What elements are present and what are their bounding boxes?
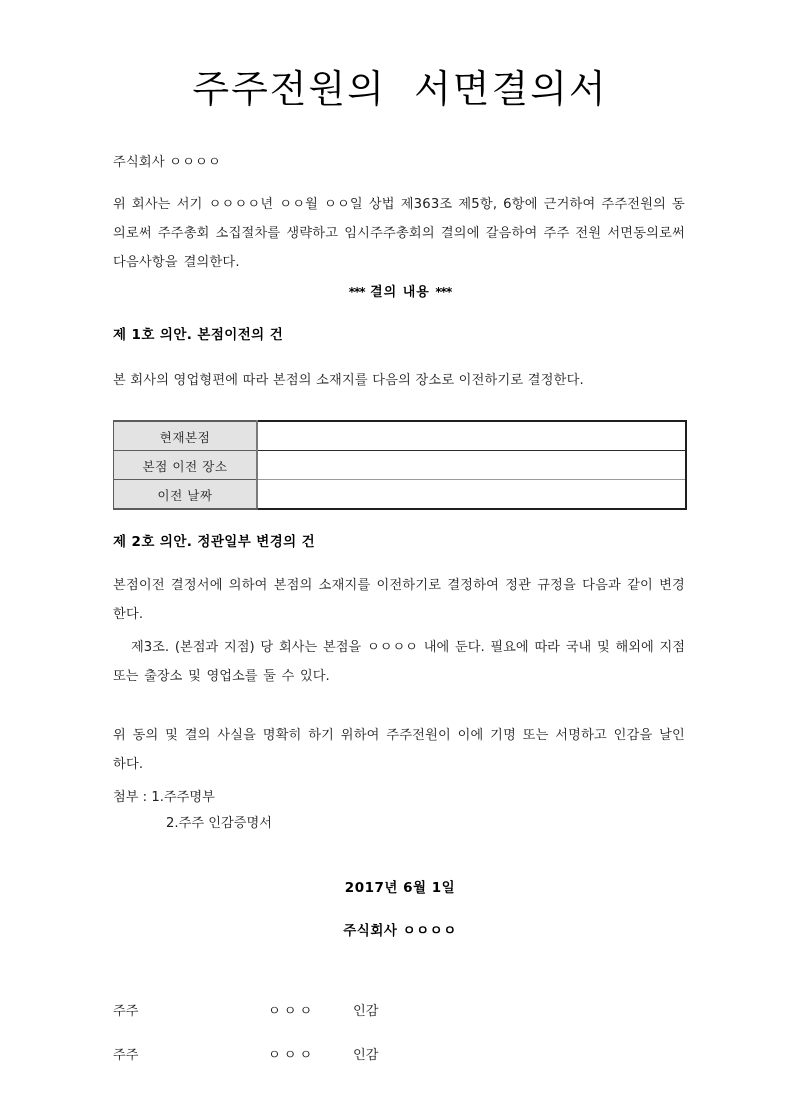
resolution-banner [0, 281, 800, 300]
attachment-item-1 [113, 785, 272, 811]
document-title: 주주전원의 서면결의서 [192, 67, 608, 111]
banner-text: 결의 내용 [370, 285, 430, 300]
signature-row [113, 1000, 513, 1019]
agenda-2-body: 본점이전 결정서에 의하여 본점의 소재지를 이전하기로 결정하여 정관 규정을 다음과 같이 변경한다. [113, 578, 685, 622]
relocation-table [113, 420, 687, 510]
signing-date: 2017년 6월 1일 [344, 880, 456, 896]
signature-1-seal-label: 인감 [353, 1004, 379, 1019]
table-label-current-head-office: 현재본점 [114, 421, 258, 451]
attachment-item-1-text: 1.주주명부 [151, 790, 215, 805]
agenda-2-heading: 제 2호 의안. 정관일부 변경의 건 [113, 534, 316, 550]
banner-right-stars: *** [435, 285, 452, 299]
table-value-relocation-place[interactable] [257, 451, 686, 480]
signature-1-name-marks[interactable]: ㅇㅇㅇ [268, 1004, 316, 1019]
attachments-list [113, 785, 272, 837]
attachments-label: 첨부 : [113, 790, 152, 805]
signature-2-seal-label: 인감 [353, 1048, 379, 1063]
signature-2-label: 주주 [113, 1048, 139, 1063]
signature-row [113, 1044, 513, 1063]
banner-left-stars: *** [348, 285, 365, 299]
table-label-relocation-place: 본점 이전 장소 [114, 451, 258, 480]
signing-company-name: 주식회사 ㅇㅇㅇㅇ [343, 923, 457, 939]
articles-of-incorporation-clause: 제3조. (본점과 지점) 당 회사는 본점을 ㅇㅇㅇㅇ 내에 둔다. 필요에 따라 국내 및 해외에 지점 또는 출장소 및 영업소를 둘 수 있다. [113, 640, 685, 684]
company-name-line: 주식회사 ㅇㅇㅇㅇ [113, 155, 221, 170]
agenda-1-heading: 제 1호 의안. 본점이전의 건 [113, 327, 284, 343]
signature-2-name-marks[interactable]: ㅇㅇㅇ [268, 1048, 316, 1063]
table-label-relocation-date: 이전 날짜 [114, 480, 258, 510]
attachment-item-2 [113, 811, 272, 837]
table-value-current-head-office[interactable] [257, 421, 686, 451]
signature-1-label: 주주 [113, 1004, 139, 1019]
attachment-item-2-text: 2.주주 인감증명서 [166, 816, 272, 831]
table-row [114, 480, 687, 510]
table-row [114, 421, 687, 451]
agenda-1-body: 본 회사의 영업형편에 따라 본점의 소재지를 다음의 장소로 이전하기로 결정한다. [113, 373, 584, 388]
closing-statement: 위 동의 및 결의 사실을 명확히 하기 위하여 주주전원이 이에 기명 또는 서명하고 인감을 날인하다. [113, 728, 685, 772]
table-row [114, 451, 687, 480]
preamble-paragraph: 위 회사는 서기 ㅇㅇㅇㅇ년 ㅇㅇ월 ㅇㅇ일 상법 제363조 제5항, 6항에 근거하여 주주전원의 동의로써 주주총회 소집절차를 생략하고 임시주주총회의 결의에 갈음하여 주주 전원 서면동의로써 다음사항을 결의한다. [113, 197, 685, 270]
table-value-relocation-date[interactable] [257, 480, 686, 510]
